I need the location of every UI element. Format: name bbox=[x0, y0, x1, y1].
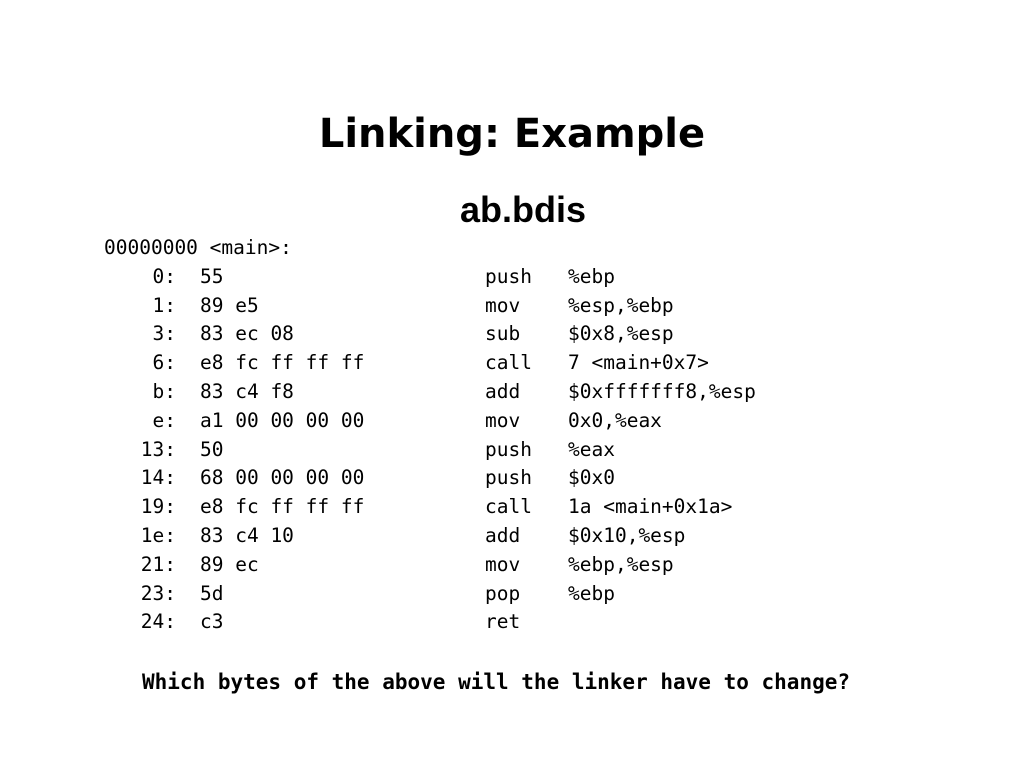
instruction-row bbox=[104, 436, 615, 465]
instruction-address: 14: bbox=[140, 466, 176, 490]
instruction-mnemonic: call bbox=[485, 495, 532, 519]
instruction-row bbox=[104, 464, 615, 493]
instruction-address: 13: bbox=[140, 437, 176, 461]
instruction-mnemonic: call bbox=[485, 351, 532, 375]
instruction-row bbox=[104, 292, 674, 321]
instruction-row bbox=[104, 407, 662, 436]
instruction-row bbox=[104, 493, 733, 522]
instruction-mnemonic: ret bbox=[485, 610, 521, 634]
instruction-address: 3: bbox=[152, 322, 176, 346]
instruction-row bbox=[104, 580, 615, 609]
listing-header: 00000000 <main>: bbox=[104, 236, 292, 259]
instruction-address: e: bbox=[152, 408, 176, 432]
instruction-bytes: 83 c4 f8 bbox=[200, 379, 294, 403]
instruction-operands: $0x8,%esp bbox=[568, 322, 674, 346]
instruction-address: 24: bbox=[140, 610, 176, 634]
instruction-operands: %ebp bbox=[568, 264, 615, 288]
instruction-bytes: 83 c4 10 bbox=[200, 523, 294, 547]
instruction-bytes: a1 00 00 00 00 bbox=[200, 408, 365, 432]
instruction-row bbox=[104, 263, 615, 292]
instruction-mnemonic: add bbox=[485, 379, 521, 403]
instruction-row bbox=[104, 551, 674, 580]
instruction-operands: %eax bbox=[568, 437, 615, 461]
slide-question: Which bytes of the above will the linker have to change? bbox=[142, 670, 851, 694]
instruction-operands: $0x0 bbox=[568, 466, 615, 490]
instruction-bytes: 89 e5 bbox=[200, 293, 259, 317]
instruction-operands: 7 <main+0x7> bbox=[568, 351, 709, 375]
instruction-operands: $0x10,%esp bbox=[568, 523, 686, 547]
disassembly-listing bbox=[104, 234, 756, 637]
instruction-bytes: e8 fc ff ff ff bbox=[200, 495, 365, 519]
instruction-row bbox=[104, 378, 756, 407]
instruction-operands: 0x0,%eax bbox=[568, 408, 662, 432]
instruction-row bbox=[104, 608, 521, 637]
instruction-operands: %ebp,%esp bbox=[568, 552, 674, 576]
instruction-bytes: 83 ec 08 bbox=[200, 322, 294, 346]
instruction-row bbox=[104, 320, 674, 349]
instruction-operands: %esp,%ebp bbox=[568, 293, 674, 317]
instruction-bytes: 5d bbox=[200, 581, 224, 605]
instruction-address: 23: bbox=[140, 581, 176, 605]
instruction-mnemonic: push bbox=[485, 437, 532, 461]
instruction-address: 19: bbox=[140, 495, 176, 519]
listing-rows bbox=[104, 263, 756, 637]
instruction-row bbox=[104, 349, 709, 378]
instruction-address: 1: bbox=[152, 293, 176, 317]
instruction-bytes: 55 bbox=[200, 264, 224, 288]
instruction-mnemonic: add bbox=[485, 523, 521, 547]
instruction-operands: $0xfffffff8,%esp bbox=[568, 379, 756, 403]
instruction-mnemonic: mov bbox=[485, 552, 521, 576]
instruction-operands: 1a <main+0x1a> bbox=[568, 495, 733, 519]
instruction-mnemonic: mov bbox=[485, 293, 521, 317]
instruction-address: b: bbox=[152, 379, 176, 403]
instruction-address: 6: bbox=[152, 351, 176, 375]
instruction-bytes: c3 bbox=[200, 610, 224, 634]
instruction-bytes: e8 fc ff ff ff bbox=[200, 351, 365, 375]
instruction-bytes: 89 ec bbox=[200, 552, 259, 576]
instruction-bytes: 50 bbox=[200, 437, 224, 461]
instruction-mnemonic: pop bbox=[485, 581, 521, 605]
instruction-mnemonic: push bbox=[485, 264, 532, 288]
slide-subtitle: ab.bdis bbox=[459, 189, 587, 230]
slide-title: Linking: Example bbox=[318, 111, 706, 157]
instruction-address: 1e: bbox=[140, 523, 176, 547]
instruction-operands: %ebp bbox=[568, 581, 615, 605]
instruction-address: 21: bbox=[140, 552, 176, 576]
instruction-mnemonic: sub bbox=[485, 322, 521, 346]
instruction-mnemonic: mov bbox=[485, 408, 521, 432]
instruction-bytes: 68 00 00 00 00 bbox=[200, 466, 365, 490]
instruction-address: 0: bbox=[152, 264, 176, 288]
instruction-row bbox=[104, 522, 686, 551]
instruction-mnemonic: push bbox=[485, 466, 532, 490]
